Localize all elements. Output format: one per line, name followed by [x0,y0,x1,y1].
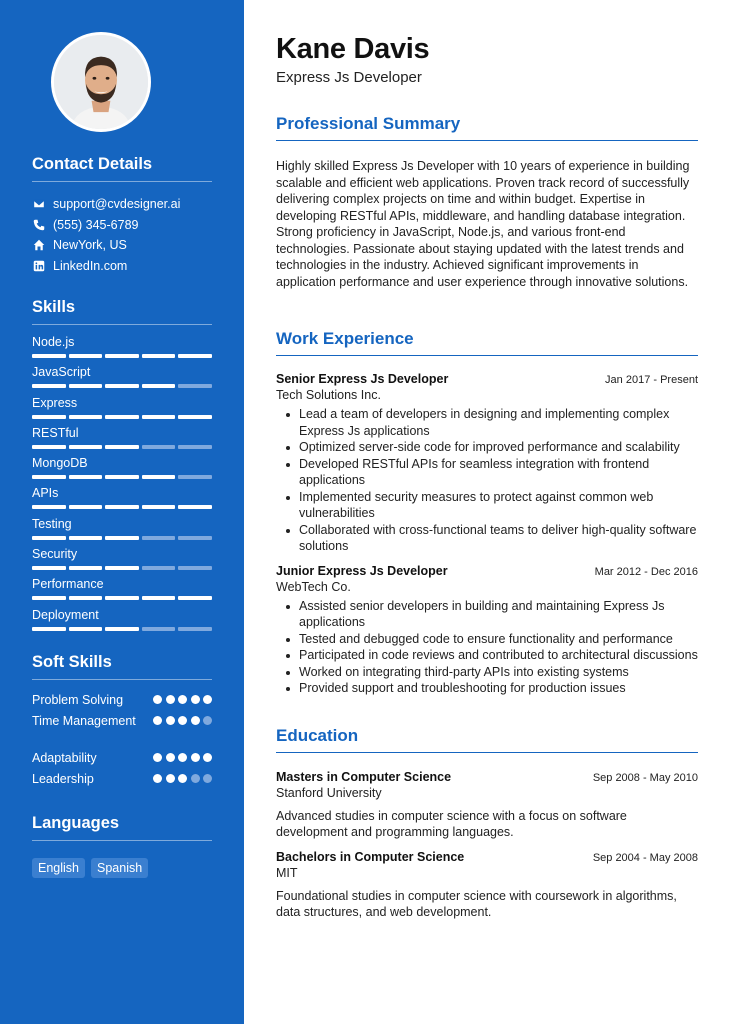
education-heading: Education [276,726,698,753]
skill-level-segment [142,415,176,419]
skill-level-segment [69,415,103,419]
rating-dot [203,753,212,762]
skill-name: MongoDB [32,456,88,471]
skill-level-segment [32,505,66,509]
skill-level-segment [178,415,212,419]
work-list [276,372,698,697]
contact-email-text: support@cvdesigner.ai [53,197,181,212]
work-heading: Work Experience [276,329,698,356]
soft-skill-rating [153,713,212,750]
skill-level-segment [142,596,176,600]
rating-dot [191,774,200,783]
skill-level-segment [142,536,176,540]
skill-name: APIs [32,486,59,501]
job-bullet: Developed RESTful APIs for seamless integration with frontend applications [286,456,698,489]
skill-level-segment [69,354,103,358]
job-bullet: Lead a team of developers in designing and implementing complex Express Js applications [286,406,698,439]
rating-dot [203,695,212,704]
job-bullet: Collaborated with cross-functional teams to deliver high-quality software solutions [286,522,698,555]
skill-level-segment [142,475,176,479]
rating-dot [178,753,187,762]
skill-level-segment [142,505,176,509]
languages-heading: Languages [32,814,212,841]
skill-level-bar [32,415,212,419]
education-degree: Masters in Computer Science [276,769,452,784]
summary-text: Highly skilled Express Js Developer with 10 years of experience in building scalable and efficient web applications. Proven track record of successfully delivering complex projects on time and within budget. Expertise in developing RESTful APIs, middleware, and handling database integration. Strong proficiency in JavaScript, Node.js, and various front-end technologies. Passionate about staying updated with the latest trends and technologies in the industry. Achieved significant improvements in application performance and user experience through innovative solutions. [276,159,690,289]
soft-skill-name: Problem Solving [32,692,124,707]
rating-dot [178,774,187,783]
rating-dot [203,716,212,725]
soft-skill-rating [153,692,212,713]
skill-level-segment [105,566,139,570]
linkedin-icon [32,259,45,272]
skill-level-segment [105,445,139,449]
soft-skill-rating [153,750,212,771]
skill-level-segment [105,505,139,509]
soft-skill-item [32,692,212,713]
job-bullet: Assisted senior developers in building and maintaining Express Js applications [286,598,698,631]
skill-level-segment [178,566,212,570]
skills-list [32,335,212,638]
skill-level-bar [32,475,212,479]
soft-skill-item [32,750,212,771]
skill-level-segment [69,566,103,570]
phone-icon [32,218,45,231]
soft-skill-name: Adaptability [32,750,97,765]
rating-dot [166,753,175,762]
candidate-title: Express Js Developer [276,69,422,86]
job-title: Senior Express Js Developer [276,372,449,386]
skill-level-segment [142,627,176,631]
rating-dot [153,716,162,725]
skill-level-bar [32,354,212,358]
skill-level-segment [32,536,66,540]
skill-level-segment [32,475,66,479]
skill-level-segment [178,627,212,631]
skill-level-segment [32,445,66,449]
home-icon [32,239,45,252]
job-bullets [276,406,698,555]
skill-level-segment [105,536,139,540]
skill-level-segment [142,445,176,449]
skill-level-segment [142,354,176,358]
skill-level-bar [32,384,212,388]
job-entry [276,564,698,697]
job-company: Tech Solutions Inc. [276,388,381,402]
soft-skill-name: Leadership [32,771,94,786]
language-tag: English [32,858,85,878]
skill-level-segment [105,415,139,419]
skill-level-segment [32,384,66,388]
rating-dot [178,695,187,704]
skill-level-bar [32,505,212,509]
skill-level-segment [69,596,103,600]
education-entry [276,850,698,921]
skill-item [32,486,212,516]
skill-level-segment [69,475,103,479]
job-bullets [276,598,698,697]
email-icon [32,198,45,211]
contact-list [32,194,212,276]
skill-level-segment [178,505,212,509]
profile-photo [51,32,151,132]
soft-skill-name: Time Management [32,713,136,728]
sidebar [0,0,244,1024]
skill-item [32,396,212,426]
main-content [244,0,730,1024]
job-bullet: Provided support and troubleshooting for production issues [286,680,698,697]
education-entry [276,770,698,841]
skill-name: Testing [32,516,72,531]
skill-name: Express [32,395,78,410]
rating-dot [166,716,175,725]
education-header [276,850,698,864]
skill-name: JavaScript [32,365,91,380]
skill-level-segment [69,536,103,540]
skill-name: Security [32,547,78,562]
language-tag: Spanish [91,858,148,878]
education-school: Stanford University [276,785,382,800]
skill-name: Deployment [32,607,99,622]
skill-level-segment [105,627,139,631]
contact-email[interactable] [32,194,212,215]
education-date: Sep 2004 - May 2008 [592,851,698,864]
skill-level-segment [32,415,66,419]
skill-item [32,456,212,486]
skills-heading: Skills [32,298,212,325]
soft-skills-heading: Soft Skills [32,653,212,680]
education-description: Advanced studies in computer science with a focus on software development and programming languages. [276,808,627,839]
skill-level-segment [142,384,176,388]
job-date: Mar 2012 - Dec 2016 [594,565,698,578]
education-list [276,770,698,921]
skill-name: Performance [32,577,104,592]
skill-level-segment [32,566,66,570]
skill-level-segment [178,384,212,388]
rating-dot [178,716,187,725]
skill-level-segment [105,354,139,358]
candidate-name: Kane Davis [276,33,430,65]
languages-list [32,858,212,878]
job-bullet: Worked on integrating third-party APIs into existing systems [286,664,698,681]
profile-photo-illustration [54,35,148,129]
skill-name: RESTful [32,425,79,440]
skill-item [32,335,212,365]
rating-dot [166,774,175,783]
skill-level-segment [32,627,66,631]
skill-level-segment [105,475,139,479]
education-school: MIT [276,865,298,880]
contact-phone-text: (555) 345-6789 [53,217,139,232]
contact-phone[interactable] [32,215,212,236]
soft-skill-item [32,713,212,750]
skill-level-segment [178,596,212,600]
skill-level-segment [178,445,212,449]
contact-linkedin-text: LinkedIn.com [53,258,128,273]
rating-dot [191,716,200,725]
skill-level-segment [69,384,103,388]
skill-level-segment [142,566,176,570]
rating-dot [203,774,212,783]
skill-item [32,365,212,395]
job-bullet: Participated in code reviews and contributed to architectural discussions [286,647,698,664]
skill-level-segment [105,384,139,388]
skill-level-segment [32,354,66,358]
skill-level-segment [178,536,212,540]
job-header [276,372,698,386]
skill-item [32,547,212,577]
skill-item [32,577,212,607]
skill-level-bar [32,445,212,449]
skill-level-segment [32,596,66,600]
summary-heading: Professional Summary [276,114,698,141]
job-header [276,564,698,578]
skill-level-segment [69,505,103,509]
skill-item [32,426,212,456]
skill-item [32,608,212,638]
soft-skills-list [32,692,212,792]
skill-level-segment [105,596,139,600]
job-entry [276,372,698,555]
skill-level-bar [32,536,212,540]
skill-level-bar [32,627,212,631]
skill-level-segment [69,445,103,449]
education-date: Sep 2008 - May 2010 [592,771,698,784]
job-title: Junior Express Js Developer [276,563,448,578]
rating-dot [153,695,162,704]
skill-level-segment [178,475,212,479]
contact-heading: Contact Details [32,155,212,182]
skill-item [32,517,212,547]
rating-dot [153,774,162,783]
rating-dot [191,695,200,704]
skill-level-segment [178,354,212,358]
skill-level-bar [32,566,212,570]
education-header [276,770,698,784]
contact-linkedin[interactable] [32,256,212,277]
job-bullet: Tested and debugged code to ensure functionality and performance [286,631,698,648]
rating-dot [166,695,175,704]
job-bullet: Implemented security measures to protect against common web vulnerabilities [286,489,698,522]
contact-location [32,235,212,256]
education-degree: Bachelors in Computer Science [276,849,465,864]
skill-name: Node.js [32,335,75,349]
job-company: WebTech Co. [276,579,351,594]
soft-skill-item [32,771,212,792]
job-bullet: Optimized server-side code for improved performance and scalability [286,439,698,456]
rating-dot [153,753,162,762]
education-description: Foundational studies in computer science with coursework in algorithms, data structures, and web development. [276,888,677,919]
soft-skill-rating [153,771,212,792]
skill-level-bar [32,596,212,600]
contact-location-text: NewYork, US [53,238,127,253]
skill-level-segment [69,627,103,631]
job-date: Jan 2017 - Present [605,374,698,386]
rating-dot [191,753,200,762]
